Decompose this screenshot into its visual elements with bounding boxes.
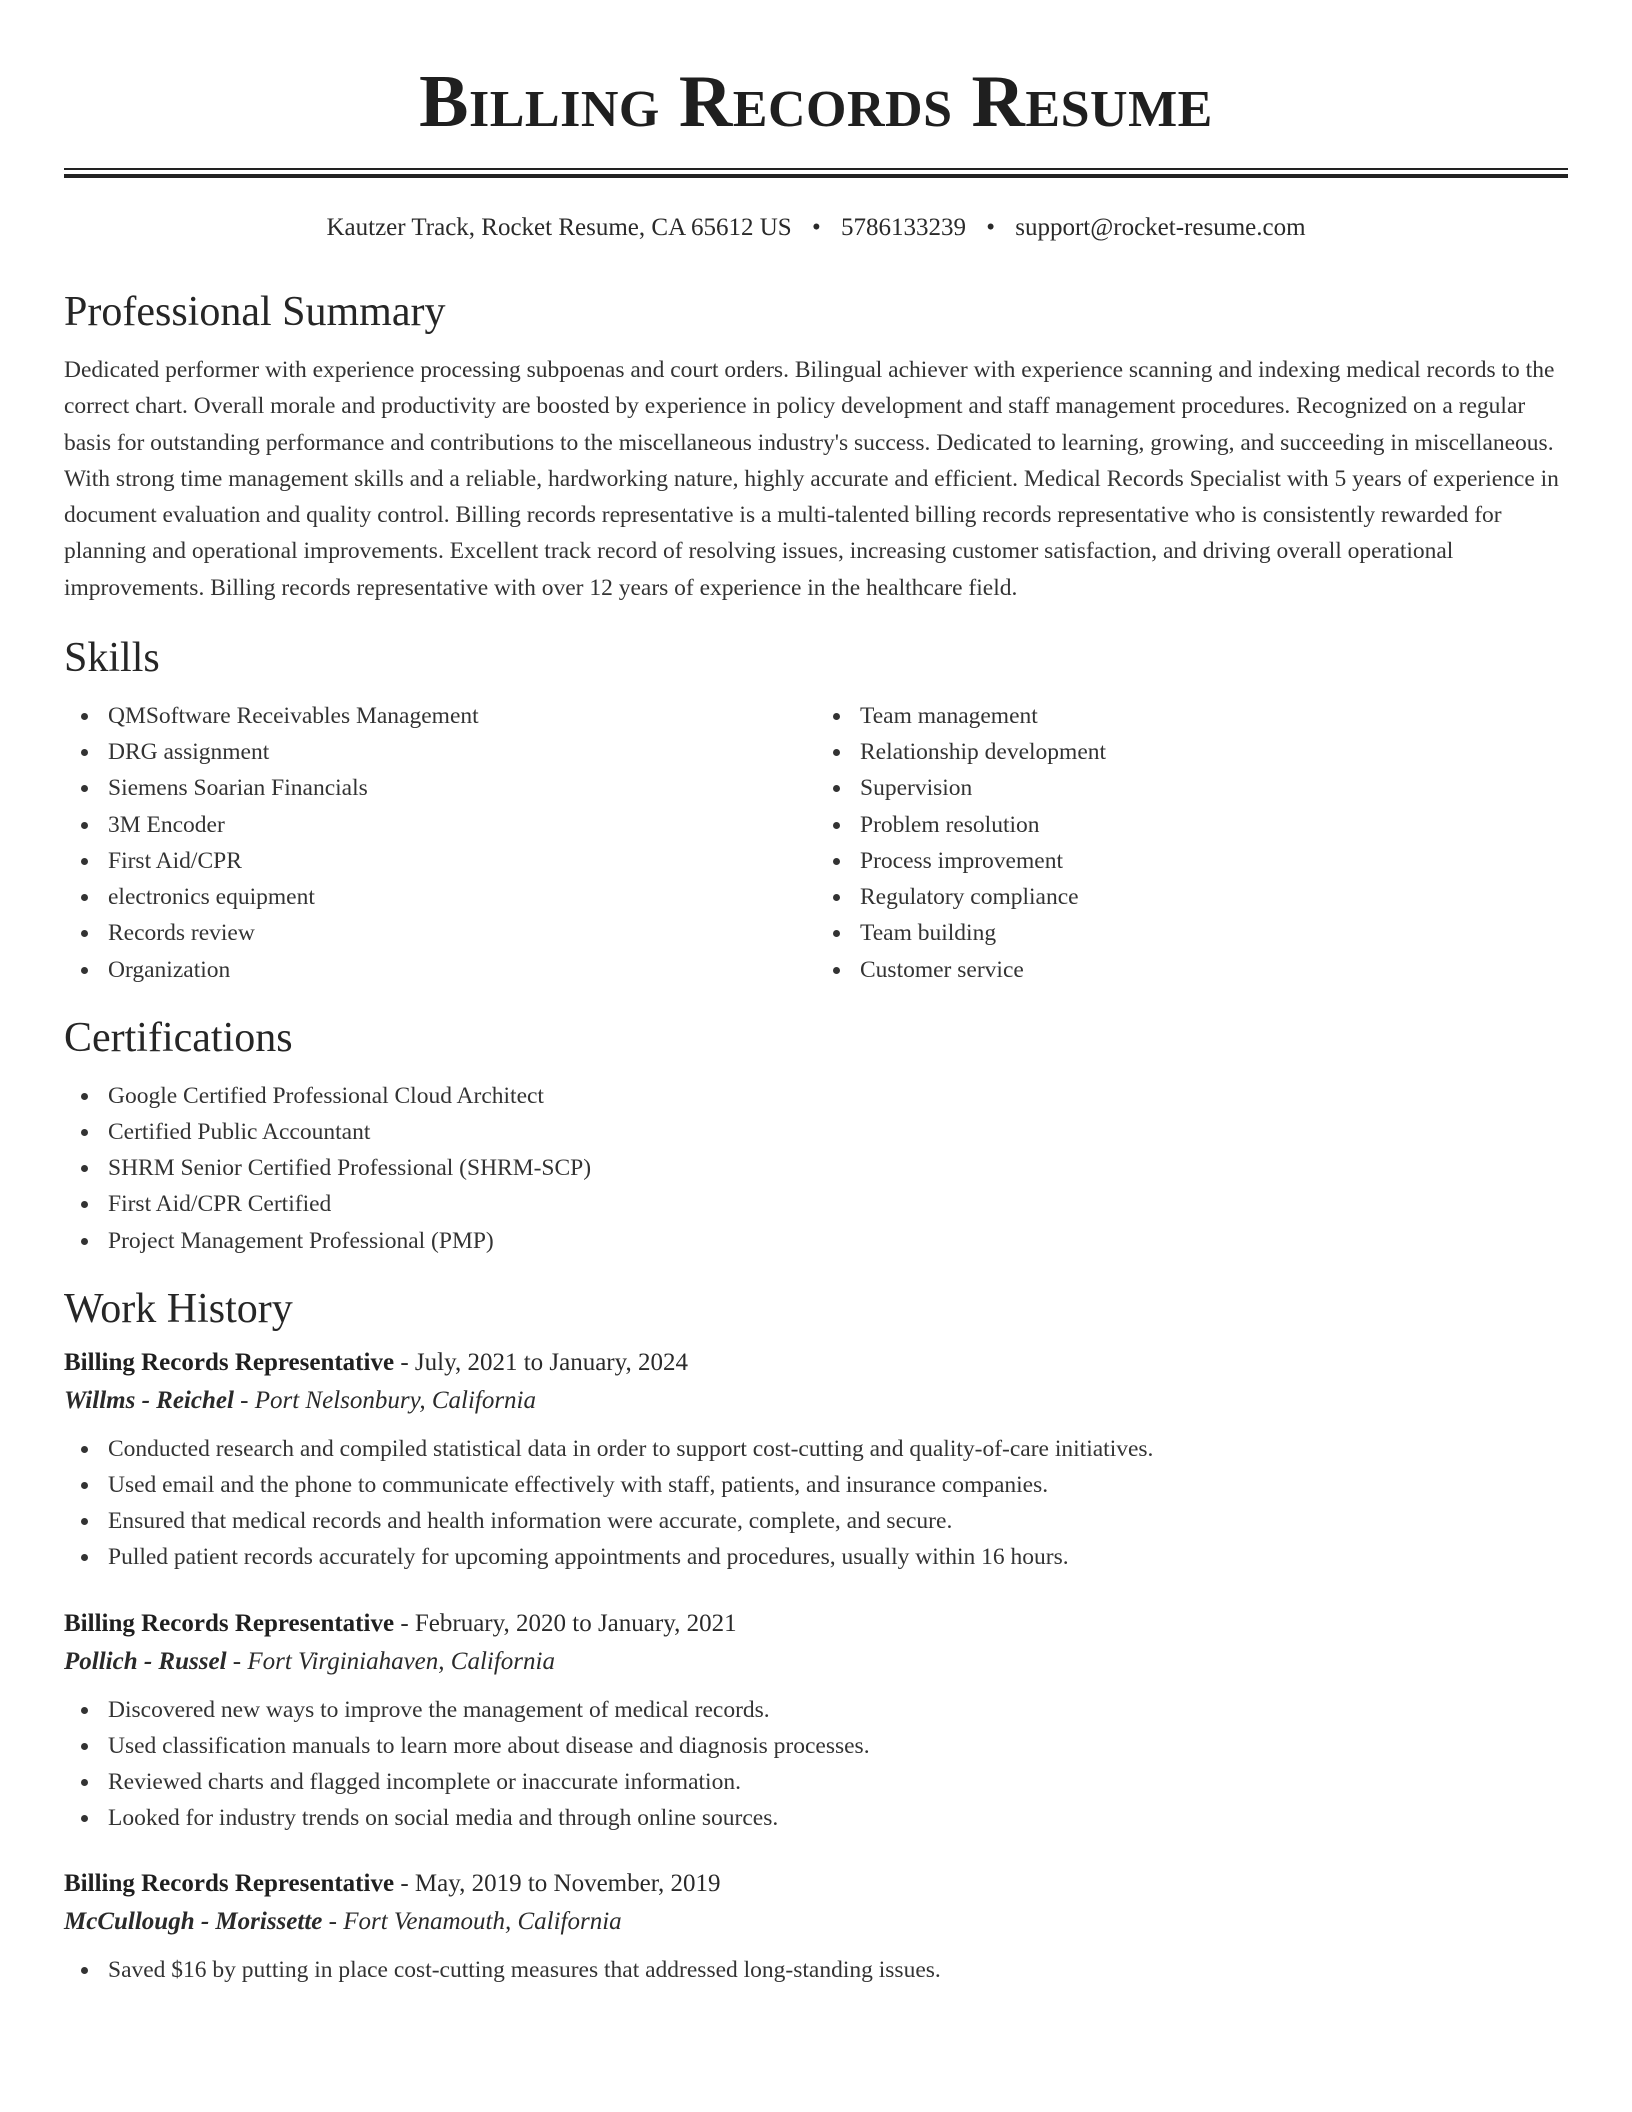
job-company-line (64, 1642, 1568, 1682)
certifications-heading: Certifications (64, 1014, 293, 1061)
skill-item: Supervision (860, 770, 1568, 806)
job-bullet: Ensured that medical records and health information were accurate, complete, and secure. (108, 1503, 1568, 1539)
certification-item: Project Management Professional (PMP) (108, 1223, 1568, 1259)
job-company: Pollich - Russel (64, 1647, 227, 1675)
job-company-line (64, 1381, 1568, 1421)
job-title-line (64, 1606, 1568, 1642)
work-history-section (64, 1283, 1568, 1989)
job-bullet: Saved $16 by putting in place cost-cutting measures that addressed long-standing issues. (108, 1952, 1568, 1988)
job-company-line (64, 1902, 1568, 1942)
summary-heading: Professional Summary (64, 289, 446, 335)
contact-email[interactable]: support@rocket-resume.com (1015, 214, 1306, 241)
job-location: - Fort Virginiahaven, California (226, 1647, 555, 1675)
job-bullet: Looked for industry trends on social media and through online sources. (108, 1800, 1568, 1836)
skills-list-left (64, 698, 816, 988)
job-company: Willms - Reichel (64, 1386, 234, 1414)
job-title-line (64, 1345, 1568, 1381)
job-title: Billing Records Representative (64, 1870, 395, 1898)
skill-item: Customer service (860, 952, 1568, 988)
contact-phone[interactable]: 5786133239 (840, 214, 966, 241)
job-bullet: Pulled patient records accurately for upcoming appointments and procedures, usually within 16 hours. (108, 1539, 1568, 1575)
skill-item: DRG assignment (108, 734, 816, 770)
job-location: - Port Nelsonbury, California (233, 1386, 537, 1414)
job-bullet: Discovered new ways to improve the management of medical records. (108, 1692, 1568, 1728)
job-company: McCullough - Morissette (64, 1908, 323, 1936)
job-dates: - July, 2021 to January, 2024 (394, 1348, 689, 1376)
certifications-section (64, 1012, 1568, 1259)
skill-item: QMSoftware Receivables Management (108, 698, 816, 734)
skill-item: Organization (108, 952, 816, 988)
certification-item: Google Certified Professional Cloud Architect (108, 1078, 1568, 1114)
skill-item: Process improvement (860, 843, 1568, 879)
certifications-list (64, 1078, 1568, 1259)
job-dates: - February, 2020 to January, 2021 (394, 1609, 737, 1637)
skill-item: Regulatory compliance (860, 879, 1568, 915)
skill-item: Records review (108, 915, 816, 951)
skills-list-right (816, 698, 1568, 988)
skill-item: Team building (860, 915, 1568, 951)
job-entry (64, 1345, 1568, 1576)
contact-address: Kautzer Track, Rocket Resume, CA 65612 US (326, 214, 792, 241)
certification-item: First Aid/CPR Certified (108, 1186, 1568, 1222)
job-bullets (64, 1952, 1568, 1988)
skills-section (64, 632, 1568, 988)
skill-item: Relationship development (860, 734, 1568, 770)
contact-separator: • (986, 214, 995, 241)
job-entry (64, 1866, 1568, 1988)
job-location: - Fort Venamouth, California (322, 1908, 622, 1936)
skill-item: Problem resolution (860, 807, 1568, 843)
job-bullets (64, 1692, 1568, 1837)
job-bullet: Used email and the phone to communicate effectively with staff, patients, and insurance companies. (108, 1467, 1568, 1503)
job-title: Billing Records Representative (64, 1609, 395, 1637)
title-divider (64, 168, 1568, 178)
skill-item: 3M Encoder (108, 807, 816, 843)
skill-item: electronics equipment (108, 879, 816, 915)
certification-item: SHRM Senior Certified Professional (SHRM-SCP) (108, 1150, 1568, 1186)
job-entry (64, 1606, 1568, 1837)
contact-separator: • (811, 214, 821, 241)
skill-item: Team management (860, 698, 1568, 734)
skill-item: First Aid/CPR (108, 843, 816, 879)
skills-heading: Skills (64, 635, 160, 682)
summary-section (64, 286, 1568, 606)
certification-item: Certified Public Accountant (108, 1114, 1568, 1150)
skill-item: Siemens Soarian Financials (108, 770, 816, 806)
job-dates: - May, 2019 to November, 2019 (394, 1870, 721, 1898)
skills-columns (64, 698, 1568, 988)
job-title-line (64, 1866, 1568, 1902)
job-bullet: Conducted research and compiled statistical data in order to support cost-cutting and quality-of-care initiatives. (108, 1431, 1568, 1467)
job-bullet: Used classification manuals to learn more about disease and diagnosis processes. (108, 1728, 1568, 1764)
contact-line (64, 212, 1568, 244)
job-title: Billing Records Representative (64, 1348, 395, 1376)
job-bullet: Reviewed charts and flagged incomplete or inaccurate information. (108, 1764, 1568, 1800)
summary-text: Dedicated performer with experience processing subpoenas and court orders. Bilingual achiever with experience scanning and indexing medical records to the correct chart. Overall morale and productivity are boosted by experience in policy development and staff management procedures. Recognized on a regular basis for outstanding performance and contributions to the miscellaneous industry's success. Dedicated to learning, growing, and succeeding in miscellaneous. With strong time management skills and a reliable, hardworking nature, highly accurate and efficient. Medical Records Specialist with 5 years of experience in document evaluation and quality control. Billing records representative is a multi-talented billing records representative who is consistently rewarded for planning and operational improvements. Excellent track record of resolving issues, increasing customer satisfaction, and driving overall operational improvements. Billing records representative with over 12 years of experience in the healthcare field. (64, 357, 1559, 601)
job-bullets (64, 1431, 1568, 1576)
resume-title: Billing Records Resume (419, 61, 1213, 143)
work-history-heading: Work History (64, 1285, 293, 1332)
